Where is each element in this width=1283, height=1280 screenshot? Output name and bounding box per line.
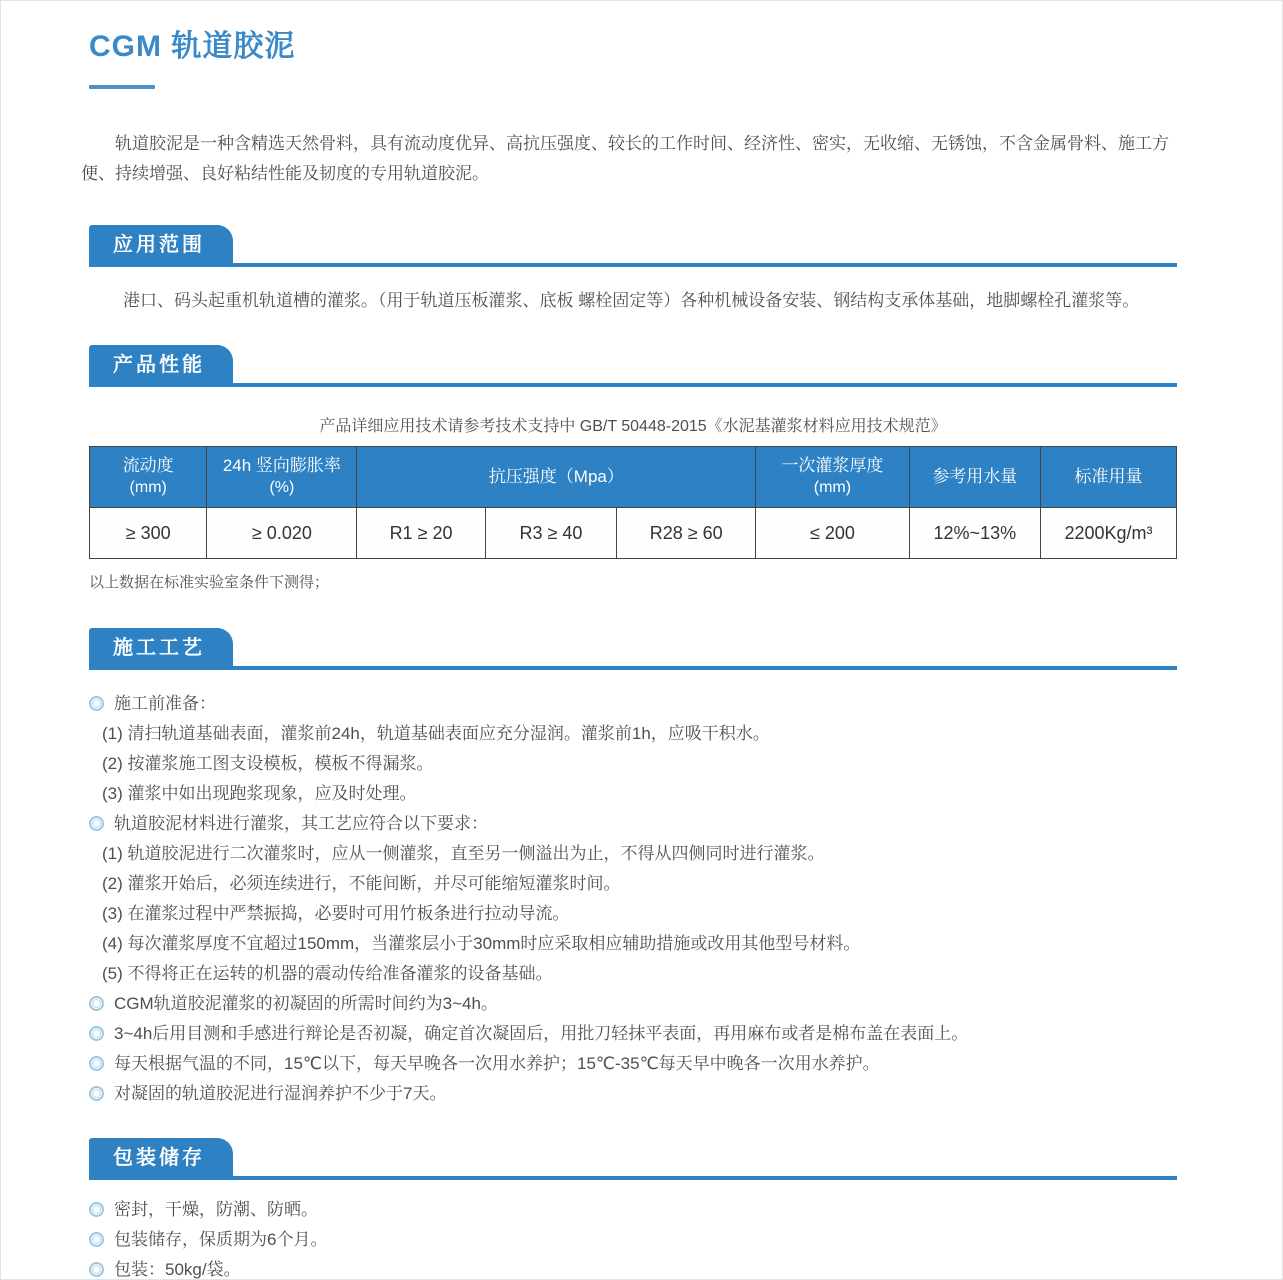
list-item-text: (2) 灌浆开始后，必须连续进行，不能间断，并尽可能缩短灌浆时间。 bbox=[102, 874, 621, 893]
double-circle-bullet-icon bbox=[89, 1026, 104, 1041]
col-label: 一次灌浆厚度 bbox=[781, 456, 884, 475]
list-item-text: 每天根据气温的不同，15℃以下，每天早晚各一次用水养护；15℃-35℃每天早中晚各一次用水养护。 bbox=[114, 1054, 880, 1073]
value-standard-dosage: 2200Kg/m³ bbox=[1041, 508, 1177, 559]
list-item bbox=[89, 1200, 1177, 1220]
table-footnote: 以上数据在标准实验室条件下测得； bbox=[89, 574, 330, 591]
col-header-expansion bbox=[207, 447, 357, 508]
intro-paragraph: 轨道胶泥是一种含精选天然骨料，具有流动度优异、高抗压强度、较长的工作时间、经济性、密实，无收缩、无锈蚀，不含金属骨料、施工方便、持续增强、良好粘结性能及韧度的专用轨道胶泥。 bbox=[81, 134, 1169, 183]
double-circle-bullet-icon bbox=[89, 1262, 104, 1277]
list-item bbox=[89, 814, 1177, 834]
col-label: 参考用水量 bbox=[932, 467, 1018, 486]
list-item bbox=[89, 844, 1177, 864]
col-header-standard-dosage bbox=[1041, 447, 1177, 508]
list-item-text: CGM轨道胶泥灌浆的初凝固的所需时间约为3~4h。 bbox=[114, 994, 498, 1013]
process-list bbox=[89, 694, 1177, 1104]
section-bar-packaging bbox=[89, 1138, 1177, 1180]
section-tab-process: 施工工艺 bbox=[89, 628, 233, 666]
value-flowability: ≥ 300 bbox=[90, 508, 207, 559]
list-item-text: 包装：50kg/袋。 bbox=[114, 1260, 241, 1279]
list-item-text: 密封，干燥，防潮、防晒。 bbox=[114, 1200, 318, 1219]
col-label: 抗压强度（Mpa） bbox=[488, 467, 624, 486]
section-tab-packaging: 包装储存 bbox=[89, 1138, 233, 1176]
double-circle-bullet-icon bbox=[89, 1086, 104, 1101]
value-strength-r1: R1 ≥ 20 bbox=[357, 508, 485, 559]
list-item bbox=[89, 784, 1177, 804]
title-underline-rule bbox=[89, 85, 155, 89]
value-expansion: ≥ 0.020 bbox=[207, 508, 357, 559]
list-item-text: (2) 按灌浆施工图支设模板，模板不得漏浆。 bbox=[102, 754, 434, 773]
list-item-text: 对凝固的轨道胶泥进行湿润养护不少于7天。 bbox=[114, 1084, 447, 1103]
col-label: 流动度 bbox=[122, 456, 174, 475]
section-bar-performance bbox=[89, 345, 1177, 387]
list-item-text: (1) 清扫轨道基础表面，灌浆前24h，轨道基础表面应充分湿润。灌浆前1h，应吸干积水。 bbox=[102, 724, 770, 743]
list-item bbox=[89, 934, 1177, 954]
list-item bbox=[89, 1260, 1177, 1280]
col-unit: (%) bbox=[269, 479, 295, 496]
section-tab-application: 应用范围 bbox=[89, 225, 233, 263]
list-item bbox=[89, 904, 1177, 924]
list-item bbox=[89, 1054, 1177, 1074]
list-item-text: (3) 在灌浆过程中严禁振捣，必要时可用竹板条进行拉动导流。 bbox=[102, 904, 570, 923]
table-header-row bbox=[90, 447, 1177, 508]
table-value-row bbox=[90, 508, 1177, 559]
section-bar-process bbox=[89, 628, 1177, 670]
double-circle-bullet-icon bbox=[89, 1202, 104, 1217]
col-label: 标准用量 bbox=[1074, 467, 1143, 486]
list-item bbox=[89, 874, 1177, 894]
list-item-text: (5) 不得将正在运转的机器的震动传给准备灌浆的设备基础。 bbox=[102, 964, 553, 983]
list-item bbox=[89, 964, 1177, 984]
col-unit: (mm) bbox=[129, 479, 167, 496]
performance-standard-note: 产品详细应用技术请参考技术支持中 GB/T 50448-2015《水泥基灌浆材料应用技术规范》 bbox=[319, 418, 947, 435]
list-item-text: (1) 轨道胶泥进行二次灌浆时，应从一侧灌浆，直至另一侧溢出为止，不得从四侧同时进行灌浆。 bbox=[102, 844, 825, 863]
col-header-flowability bbox=[90, 447, 207, 508]
double-circle-bullet-icon bbox=[89, 696, 104, 711]
list-item-text: (3) 灌浆中如出现跑浆现象，应及时处理。 bbox=[102, 784, 417, 803]
list-item bbox=[89, 1084, 1177, 1104]
list-item-text: 施工前准备： bbox=[114, 694, 216, 713]
packaging-list bbox=[89, 1200, 1177, 1280]
list-item-text: 包装储存，保质期为6个月。 bbox=[114, 1230, 328, 1249]
double-circle-bullet-icon bbox=[89, 1056, 104, 1071]
value-strength-r28: R28 ≥ 60 bbox=[617, 508, 756, 559]
page-title: CGM 轨道胶泥 bbox=[89, 30, 296, 63]
list-item bbox=[89, 994, 1177, 1014]
list-item bbox=[89, 724, 1177, 744]
col-header-compressive-strength bbox=[357, 447, 756, 508]
value-pour-thickness: ≤ 200 bbox=[756, 508, 909, 559]
col-label: 24h 竖向膨胀率 bbox=[222, 456, 341, 475]
application-content: 港口、码头起重机轨道槽的灌浆。（用于轨道压板灌浆、底板 螺栓固定等）各种机械设备安装、钢结构支承体基础，地脚螺栓孔灌浆等。 bbox=[123, 291, 1140, 310]
list-item bbox=[89, 1024, 1177, 1044]
double-circle-bullet-icon bbox=[89, 996, 104, 1011]
value-strength-r3: R3 ≥ 40 bbox=[485, 508, 617, 559]
section-bar-application bbox=[89, 225, 1177, 267]
double-circle-bullet-icon bbox=[89, 816, 104, 831]
col-header-water-ratio bbox=[909, 447, 1041, 508]
list-item-text: 轨道胶泥材料进行灌浆，其工艺应符合以下要求： bbox=[114, 814, 488, 833]
col-unit: (mm) bbox=[813, 479, 852, 496]
col-header-single-pour-thickness bbox=[756, 447, 909, 508]
list-item bbox=[89, 1230, 1177, 1250]
list-item bbox=[89, 754, 1177, 774]
section-tab-performance: 产品性能 bbox=[89, 345, 233, 383]
double-circle-bullet-icon bbox=[89, 1232, 104, 1247]
list-item-text: (4) 每次灌浆厚度不宜超过150mm，当灌浆层小于30mm时应采取相应辅助措施或改用其他型号材料。 bbox=[102, 934, 861, 953]
list-item-text: 3~4h后用目测和手感进行辩论是否初凝，确定首次凝固后，用批刀轻抹平表面，再用麻布或者是棉布盖在表面上。 bbox=[114, 1024, 969, 1043]
performance-table bbox=[89, 446, 1177, 559]
list-item bbox=[89, 694, 1177, 714]
value-water-ratio: 12%~13% bbox=[909, 508, 1041, 559]
